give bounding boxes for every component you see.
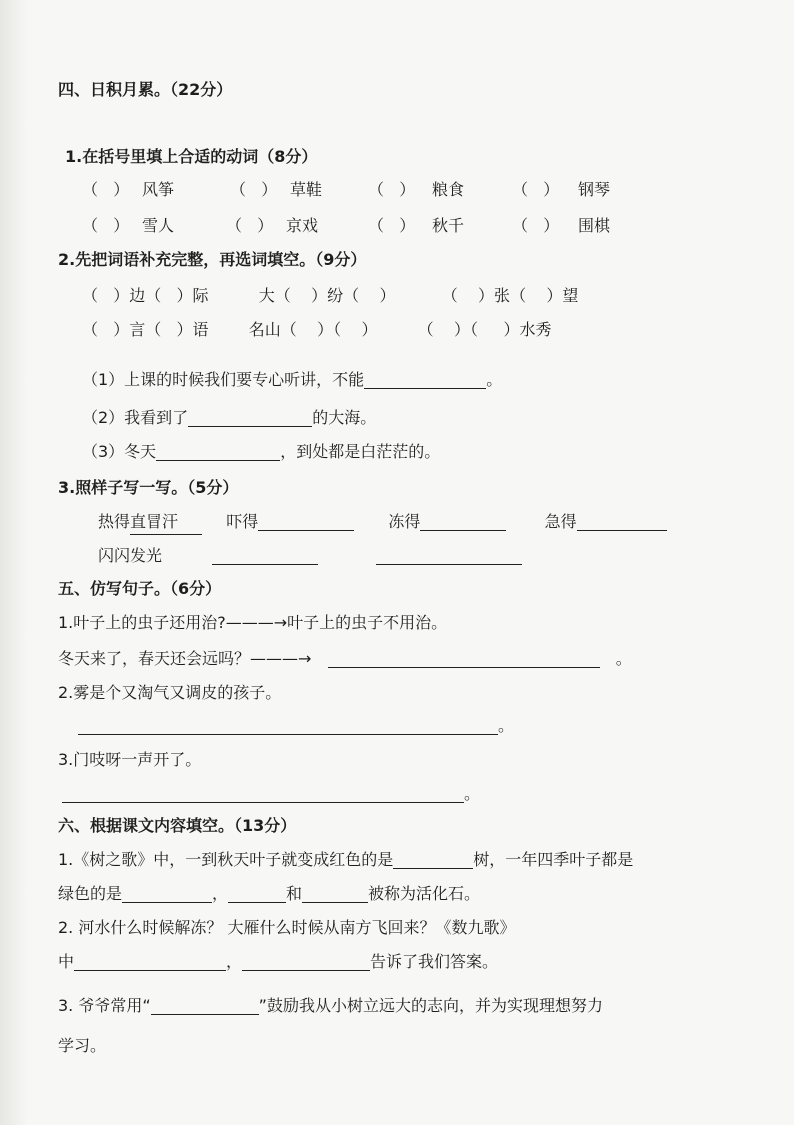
sentence-end: 。 — [498, 716, 515, 735]
scan-shadow — [0, 0, 28, 1125]
paren-blank[interactable]: （ ） — [470, 320, 520, 339]
paren-blank[interactable]: （ ） — [417, 320, 471, 339]
fill-blank[interactable] — [212, 546, 318, 565]
q6-1-line2 — [58, 882, 480, 906]
q5-2: 2.雾是个又淘气又调皮的孩子。 — [58, 683, 282, 702]
sentence-text: （3）冬天 — [82, 442, 157, 461]
sentence-text: （2）我看到了 — [82, 408, 189, 427]
idiom-char: 水秀 — [519, 320, 552, 339]
q4-1-title: 1.在括号里填上合适的动词（8分） — [65, 147, 318, 166]
question-text: ， — [212, 884, 229, 903]
fill-blank[interactable] — [156, 442, 280, 461]
question-text: 中 — [58, 952, 75, 971]
paren-blank[interactable]: （ ） — [274, 286, 328, 305]
question-text: 3. 爷爷常用“ — [58, 996, 151, 1015]
q4-2-sentence-3 — [82, 440, 440, 464]
question-text: 1.《树之歌》中，一到秋天叶子就变成红色的是 — [58, 850, 394, 869]
example-question: 1.叶子上的虫子还用治? — [58, 613, 226, 632]
arrow-icon: ———→ — [250, 649, 312, 668]
q6-2-line2 — [58, 950, 498, 974]
paren-blank[interactable]: （ ） — [145, 320, 193, 339]
paren-blank[interactable]: （ ） — [82, 320, 130, 339]
paren-blank[interactable]: （ ） — [512, 180, 560, 199]
fill-blank[interactable] — [188, 408, 312, 427]
q6-3-line1 — [58, 994, 603, 1018]
paren-blank[interactable]: （ ） — [226, 216, 274, 235]
q4-2-sentence-2 — [82, 406, 376, 430]
question-text: 和 — [286, 884, 303, 903]
q5-1-example — [58, 611, 447, 635]
task-sentence: 冬天来了，春天还会远吗？ — [58, 649, 251, 668]
q4-2-sentence-1 — [82, 368, 502, 392]
q6-2-line1: 2. 河水什么时候解冻？ 大雁什么时候从南方飞回来？《数九歌》 — [58, 918, 516, 937]
q4-2-row2 — [82, 318, 551, 342]
q4-1-row1 — [82, 178, 610, 202]
paren-blank[interactable]: （ ） — [512, 216, 560, 235]
fill-blank[interactable] — [258, 512, 354, 531]
paren-blank[interactable]: （ ） — [343, 286, 396, 305]
question-text: ”鼓励我从小树立远大的志向，并为实现理想努力 — [258, 996, 603, 1015]
paren-blank[interactable]: （ ） — [441, 286, 495, 305]
fill-blank[interactable] — [420, 512, 506, 531]
paren-blank[interactable]: （ ） — [82, 216, 130, 235]
fill-blank[interactable] — [328, 649, 600, 668]
sentence-end: 。 — [464, 784, 481, 803]
paren-blank[interactable]: （ ） — [82, 180, 130, 199]
q4-2-title: 2.先把词语补充完整，再选词填空。（9分） — [58, 250, 367, 269]
item-prefix: 冻得 — [388, 512, 421, 531]
section-4-title: 四、日积月累。（22分） — [58, 80, 233, 99]
q4-3-title: 3.照样子写一写。（5分） — [58, 478, 239, 497]
idiom-char: 大 — [258, 286, 275, 305]
word: 粮食 — [432, 180, 465, 199]
idiom-char: 际 — [192, 286, 209, 305]
q4-3-row2 — [98, 544, 522, 568]
q4-3-row1 — [98, 510, 667, 535]
q5-2-answer-line — [78, 714, 514, 738]
section-6-title: 六、根据课文内容填空。（13分） — [58, 816, 297, 835]
sentence-end: ，到处都是白茫茫的。 — [280, 442, 441, 461]
paren-blank[interactable]: （ ） — [82, 286, 130, 305]
fill-blank[interactable] — [364, 370, 486, 389]
idiom-char: 言 — [129, 320, 146, 339]
fill-blank[interactable] — [242, 952, 370, 971]
example-word: 闪闪发光 — [98, 546, 163, 565]
sentence-end: 。 — [486, 370, 503, 389]
question-text: ， — [226, 952, 243, 971]
idiom-char: 望 — [562, 286, 579, 305]
paren-blank[interactable]: （ ） — [230, 180, 278, 199]
sentence-end: 。 — [615, 649, 632, 668]
fill-blank[interactable] — [62, 784, 464, 803]
idiom-char: 语 — [192, 320, 209, 339]
q6-1-line1 — [58, 848, 633, 872]
idiom-char: 纷 — [327, 286, 344, 305]
idiom-char: 边 — [129, 286, 146, 305]
question-text: 绿色的是 — [58, 884, 123, 903]
word: 钢琴 — [578, 180, 611, 199]
item-prefix: 急得 — [544, 512, 577, 531]
fill-blank[interactable] — [151, 996, 259, 1015]
question-text: 被称为活化石。 — [368, 884, 481, 903]
fill-blank[interactable] — [228, 884, 286, 903]
paren-blank[interactable]: （ ） — [333, 320, 378, 339]
fill-blank[interactable] — [577, 512, 667, 531]
word: 风筝 — [142, 180, 175, 199]
q5-1-task — [58, 647, 632, 671]
fill-blank[interactable] — [376, 546, 522, 565]
paren-blank[interactable]: （ ） — [280, 320, 334, 339]
example-answer: 叶子上的虫子不用治。 — [287, 613, 448, 632]
example-prefix: 热得 — [98, 512, 131, 531]
fill-blank[interactable] — [78, 716, 498, 735]
fill-blank[interactable] — [393, 850, 473, 869]
q5-3-answer-line — [62, 782, 480, 806]
q5-3: 3.门吱呀一声开了。 — [58, 750, 202, 769]
example-answer: 直冒汗 — [130, 510, 202, 535]
fill-blank[interactable] — [122, 884, 212, 903]
word: 京戏 — [286, 216, 319, 235]
word: 秋千 — [432, 216, 465, 235]
item-prefix: 吓得 — [226, 512, 259, 531]
paren-blank[interactable]: （ ） — [368, 180, 416, 199]
section-5-title: 五、仿写句子。（6分） — [58, 579, 222, 598]
idiom-char: 名山 — [248, 320, 281, 339]
question-text: 告诉了我们答案。 — [370, 952, 499, 971]
q4-2-row1 — [82, 284, 578, 308]
word: 雪人 — [142, 216, 175, 235]
word: 草鞋 — [290, 180, 323, 199]
q6-3-line2: 学习。 — [58, 1036, 107, 1055]
idiom-char: 张 — [494, 286, 511, 305]
sentence-end: 的大海。 — [312, 408, 377, 427]
question-text: 树，一年四季叶子都是 — [473, 850, 634, 869]
q4-1-row2 — [82, 214, 610, 238]
paren-blank[interactable]: （ ） — [510, 286, 563, 305]
arrow-icon: ———→ — [225, 613, 288, 632]
fill-blank[interactable] — [302, 884, 368, 903]
fill-blank[interactable] — [74, 952, 226, 971]
sentence-text: （1）上课的时候我们要专心听讲，不能 — [82, 370, 365, 389]
paren-blank[interactable]: （ ） — [145, 286, 193, 305]
paren-blank[interactable]: （ ） — [368, 216, 416, 235]
word: 围棋 — [578, 216, 611, 235]
